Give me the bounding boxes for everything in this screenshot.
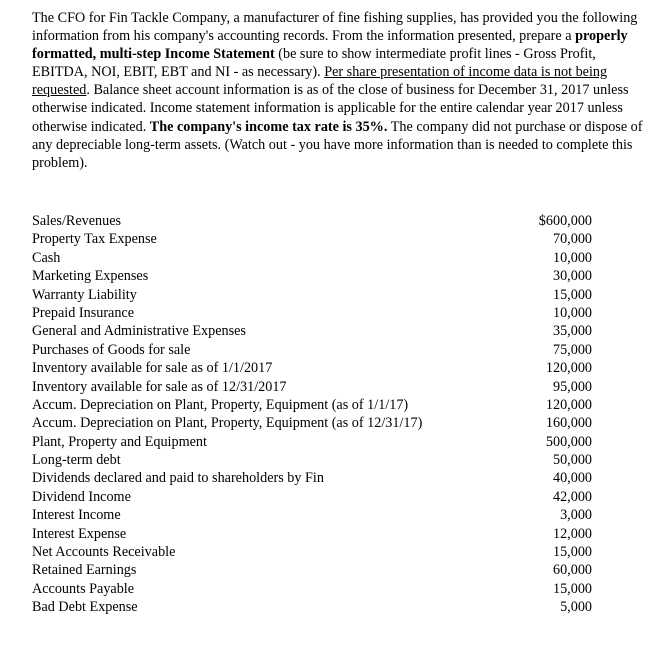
account-amount: 40,000: [552, 470, 592, 487]
account-amount: 160,000: [545, 415, 592, 432]
account-row: [32, 525, 592, 543]
account-amount: 3,000: [560, 507, 592, 524]
account-amount: 75,000: [552, 341, 592, 358]
instructions-text-4: The company did not purchase or dispose of any depreciable long-term assets. (Watch out - you have more information than is needed to complete this problem).: [32, 118, 643, 171]
account-amount: 500,000: [545, 433, 592, 450]
account-row: [32, 322, 592, 340]
account-amount: 70,000: [552, 231, 592, 248]
account-amount: 35,000: [552, 323, 592, 340]
account-label: Interest Expense: [32, 525, 127, 542]
account-row: [32, 396, 592, 414]
account-row: [32, 341, 592, 359]
account-label: Purchases of Goods for sale: [32, 341, 191, 358]
instructions-underline-per-share: Per share presentation of income data is not being requested: [32, 64, 608, 99]
account-row: [32, 488, 592, 506]
problem-instructions: [32, 9, 654, 172]
account-amount: 15,000: [552, 580, 592, 597]
account-row: [32, 212, 592, 230]
account-amount: 10,000: [552, 249, 592, 266]
account-row: [32, 433, 592, 451]
account-amount: 15,000: [552, 544, 592, 561]
account-label: Cash: [32, 249, 61, 266]
instructions-text-1: The CFO for Fin Tackle Company, a manufacturer of fine fishing supplies, has provided you the following information from his company's accounting records. From the information presented, prepare a: [32, 10, 638, 45]
account-label: Bad Debt Expense: [32, 599, 138, 616]
account-label: Sales/Revenues: [32, 213, 122, 229]
instructions-bold-income-statement: properly formatted, multi-step Income Statement: [32, 28, 628, 63]
account-label: Plant, Property and Equipment: [32, 433, 207, 450]
account-label: Dividend Income: [32, 488, 131, 505]
account-row: [32, 230, 592, 248]
account-label: General and Administrative Expenses: [32, 323, 246, 340]
account-row: [32, 359, 592, 377]
account-row: [32, 378, 592, 396]
account-row: [32, 451, 592, 469]
account-amount: 50,000: [552, 452, 592, 469]
account-row: [32, 580, 592, 598]
account-label: Inventory available for sale as of 1/1/2017: [32, 360, 273, 377]
account-amount: 120,000: [545, 396, 592, 413]
account-label: Marketing Expenses: [32, 268, 149, 285]
account-row: [32, 304, 592, 322]
account-row: [32, 598, 592, 616]
account-row: [32, 543, 592, 561]
account-label: Retained Earnings: [32, 562, 137, 579]
account-label: Accounts Payable: [32, 580, 135, 597]
account-amount: 95,000: [552, 378, 592, 395]
account-row: [32, 249, 592, 267]
account-row: [32, 561, 592, 579]
account-row: [32, 506, 592, 524]
account-amount: 15,000: [552, 286, 592, 303]
account-label: Property Tax Expense: [32, 231, 157, 248]
account-amount: $600,000: [538, 213, 592, 229]
account-row: [32, 267, 592, 285]
account-label: Interest Income: [32, 507, 121, 524]
account-amount: 42,000: [552, 488, 592, 505]
account-amount: 10,000: [552, 304, 592, 321]
account-list: [32, 212, 592, 617]
account-label: Warranty Liability: [32, 286, 137, 303]
account-amount: 120,000: [545, 360, 592, 377]
account-label: Accum. Depreciation on Plant, Property, Equipment (as of 1/1/17): [32, 396, 409, 413]
account-label: Accum. Depreciation on Plant, Property, Equipment (as of 12/31/17): [32, 415, 423, 432]
account-amount: 5,000: [560, 599, 592, 616]
account-amount: 30,000: [552, 268, 592, 285]
account-row: [32, 414, 592, 432]
account-label: Long-term debt: [32, 452, 121, 469]
account-row: [32, 469, 592, 487]
account-label: Net Accounts Receivable: [32, 544, 176, 561]
account-label: Dividends declared and paid to shareholders by Fin: [32, 470, 324, 487]
account-label: Inventory available for sale as of 12/31/2017: [32, 378, 287, 395]
account-label: Prepaid Insurance: [32, 304, 135, 321]
instructions-text-2: (be sure to show intermediate profit lines - Gross Profit, EBITDA, NOI, EBIT, EBT and NI - as necessary).: [32, 46, 596, 81]
account-row: [32, 286, 592, 304]
instructions-bold-tax-rate: The company's income tax rate is 35%.: [149, 118, 388, 135]
instructions-text-3: . Balance sheet account information is as of the close of business for December 31, 2017 unless otherwise indicated. Income statement information is applicable for the entire calendar year 2017 unless otherwise indicated.: [32, 82, 629, 135]
account-amount: 60,000: [552, 562, 592, 579]
account-amount: 12,000: [552, 525, 592, 542]
